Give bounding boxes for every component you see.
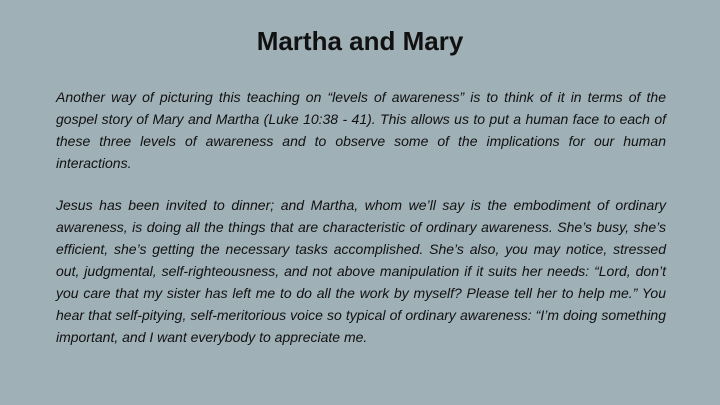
slide-title: Martha and Mary (256, 26, 464, 56)
slide-body (56, 86, 666, 348)
paragraph-martha: Jesus has been invited to dinner; and Martha, whom we’ll say is the embodiment of ordinary awareness, is doing all the things that are characteristic of ordinary awareness. She’s busy, she’s efficient, she’s getting the necessary tasks accomplished. She’s also, you may notice, stressed out, judgmental, self-righteousness, and not above manipulation if it suits her needs: “Lord, don’t you care that my sister has left me to do all the work by myself? Please tell her to help me.” You hear that self-pitying, self-meritorious voice so typical of ordinary awareness: “I’m doing something important, and I want everybody to appreciate me. (56, 197, 666, 345)
paragraph-intro: Another way of picturing this teaching on “levels of awareness” is to think of it in terms of the gospel story of Mary and Martha (Luke 10:38 - 41). This allows us to put a human face to each of these three levels of awareness and to observe some of the implications for our human interactions. (56, 89, 666, 171)
